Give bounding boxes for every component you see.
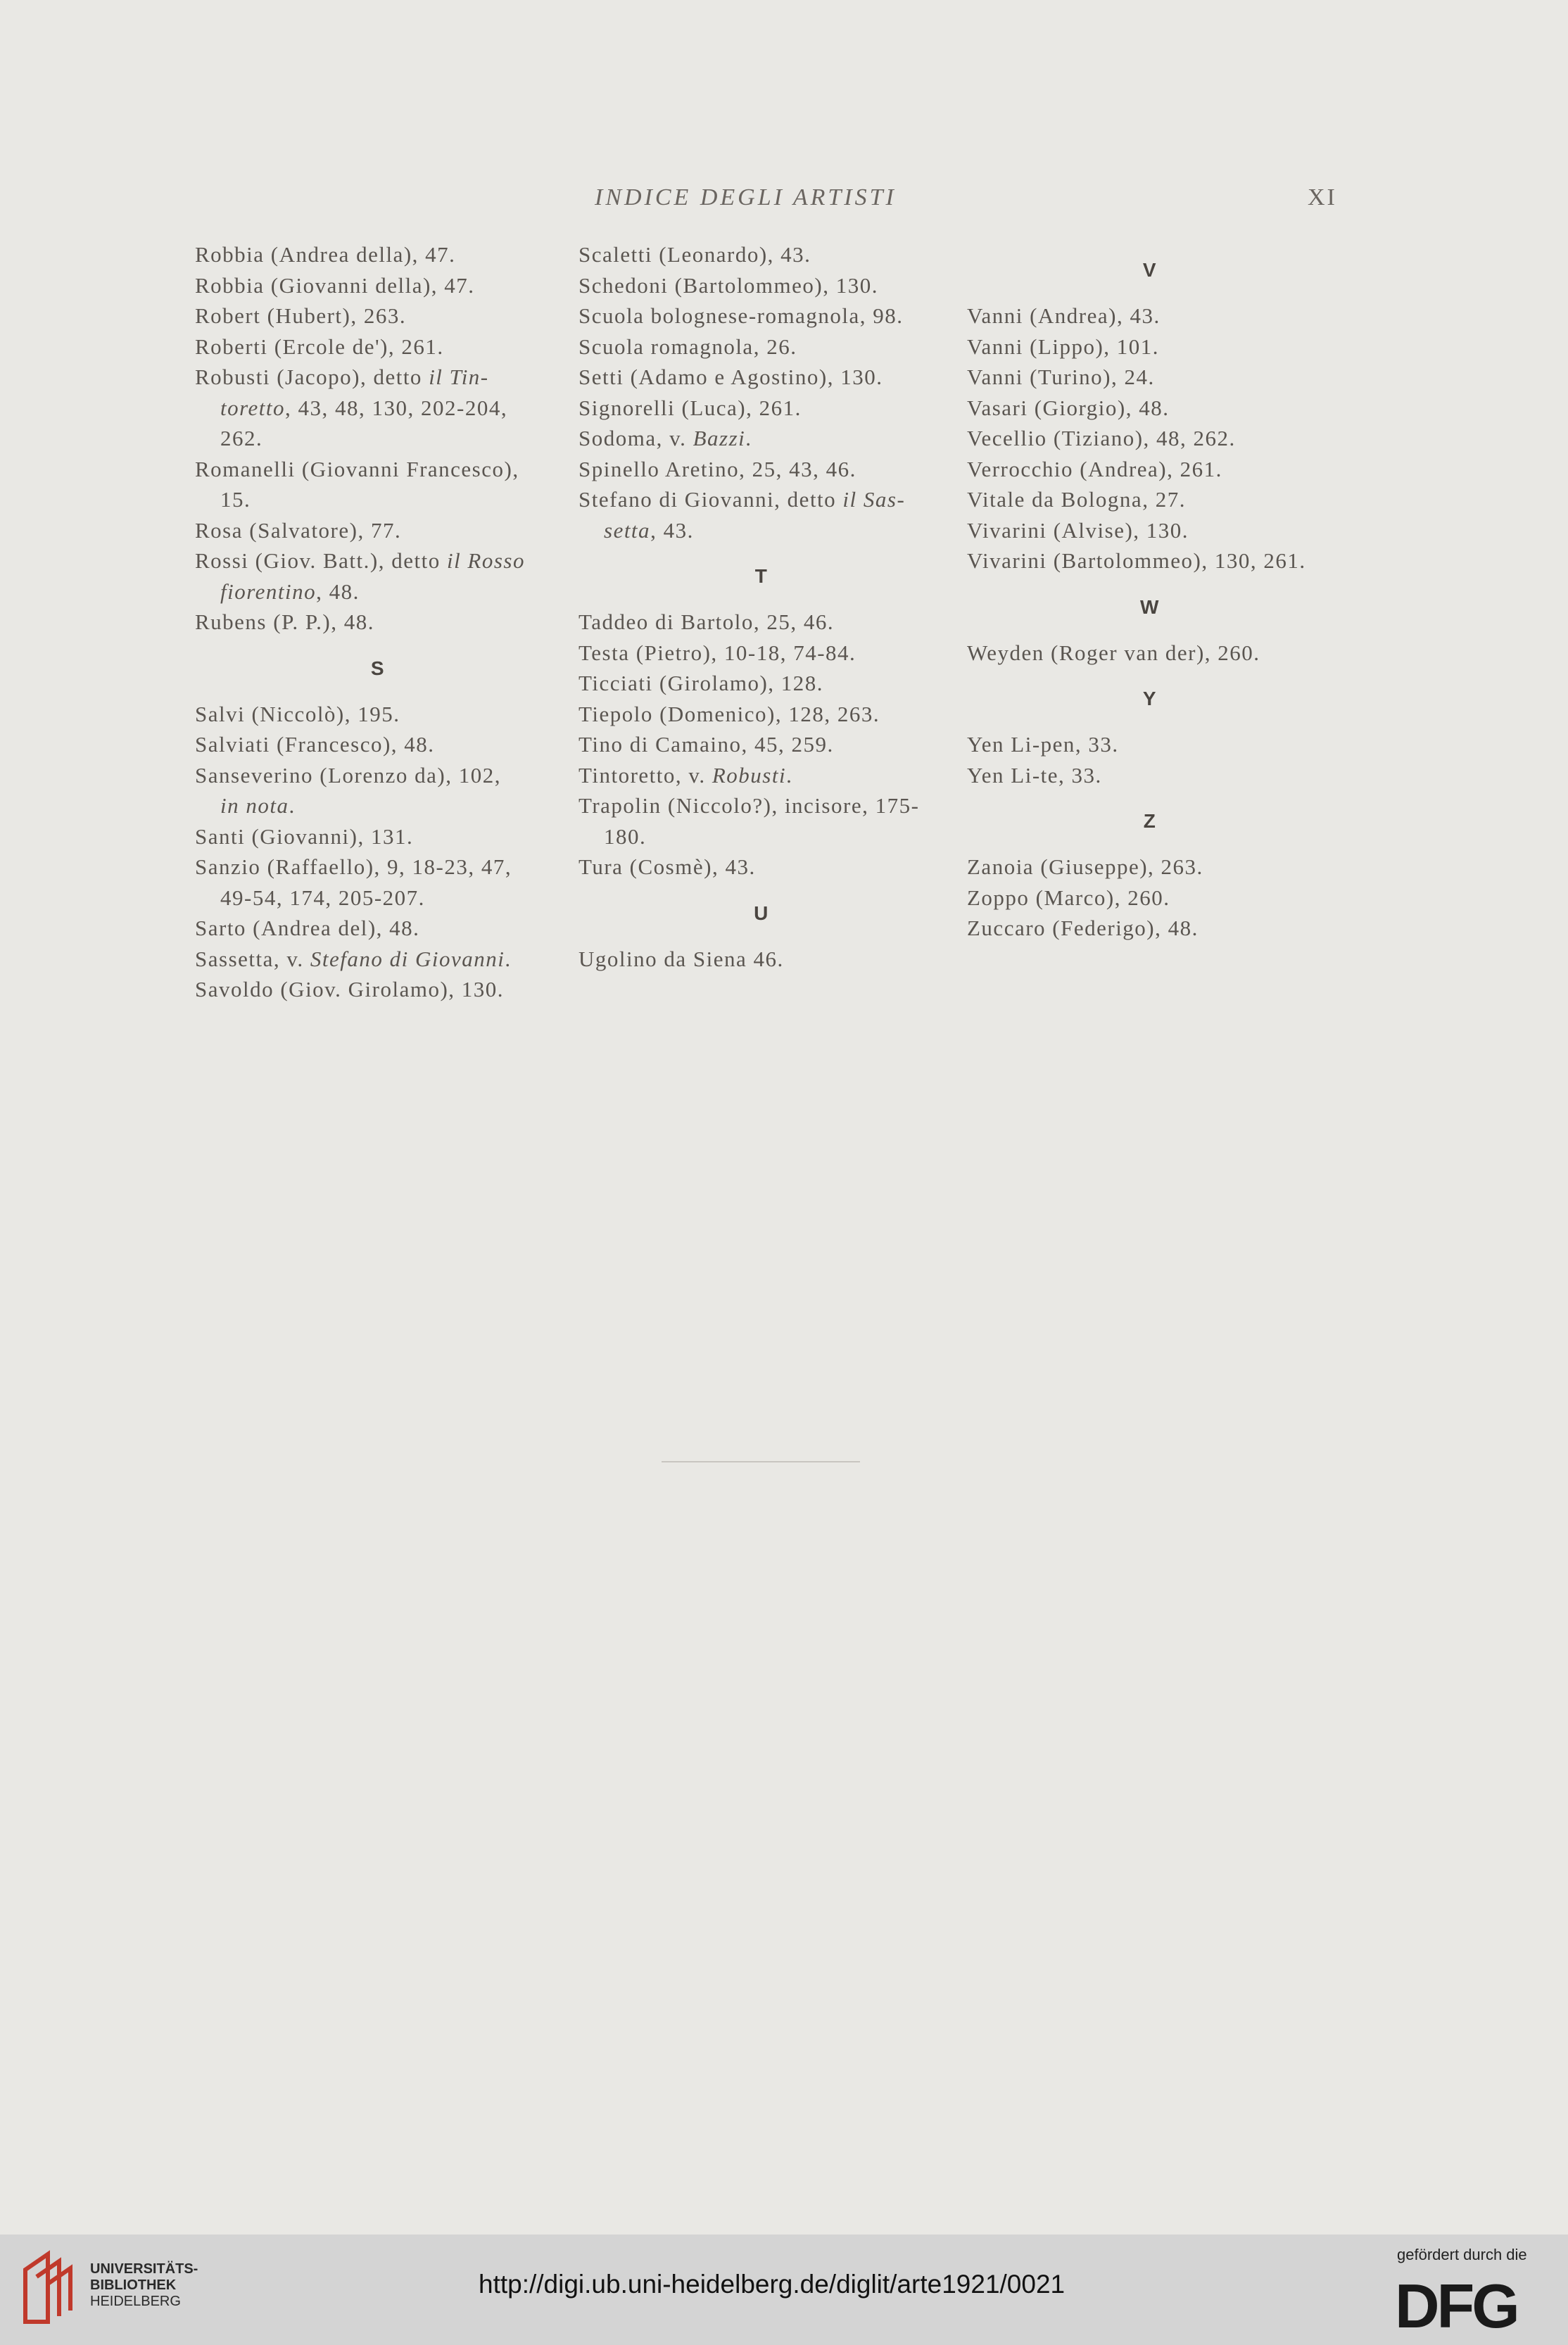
index-entry (195, 362, 575, 393)
index-entry (967, 454, 1347, 485)
index-entry (195, 607, 575, 638)
entry-text: Roberti (Ercole de'), 261. (195, 334, 444, 359)
entry-text: 180. (604, 823, 647, 849)
entry-text: Taddeo di Bartolo, 25, 46. (578, 609, 835, 634)
index-entry (578, 454, 959, 485)
entry-text: , 43, 48, 130, 202-204, (285, 395, 508, 420)
entry-text: Rossi (Giov. Batt.), detto (195, 548, 447, 573)
digitization-footer (0, 2235, 1568, 2345)
entry-text: Zanoia (Giuseppe), 263. (967, 854, 1203, 879)
entry-text: Verrocchio (Andrea), 261. (967, 456, 1222, 481)
index-entry (578, 790, 959, 821)
entry-text: . (505, 946, 512, 971)
entry-text: Stefano di Giovanni, detto (578, 487, 843, 512)
university-library-logo-icon (20, 2249, 82, 2327)
index-entry (967, 913, 1347, 944)
entry-text: Signorelli (Luca), 261. (578, 395, 802, 420)
end-rule (662, 1461, 860, 1462)
entry-text: Zuccaro (Federigo), 48. (967, 916, 1199, 940)
index-entry (967, 852, 1347, 883)
entry-text: Robbia (Andrea della), 47. (195, 242, 456, 267)
entry-text: Santi (Giovanni), 131. (195, 823, 414, 849)
entry-text: Sodoma, v. (578, 426, 693, 450)
permalink-url[interactable]: http://digi.ub.uni-heidelberg.de/diglit/arte1921/0021 (479, 2270, 1066, 2299)
entry-text: Robbia (Giovanni della), 47. (195, 272, 475, 298)
italic-text: fiorentino (220, 579, 317, 604)
index-entry-continuation (578, 515, 959, 546)
entry-text: Zoppo (Marco), 260. (967, 885, 1170, 910)
running-header-title: INDICE DEGLI ARTISTI (595, 184, 897, 210)
index-entry (578, 944, 959, 975)
section-letter-v: V (1142, 259, 1158, 281)
index-entry (578, 760, 959, 791)
index-entry (967, 760, 1347, 791)
index-entry-continuation (578, 821, 959, 852)
index-entry (578, 423, 959, 454)
section-letter-w: W (1140, 595, 1160, 618)
entry-text: Sassetta, v. (195, 946, 310, 971)
index-entry-continuation (195, 790, 575, 821)
index-entry (967, 515, 1347, 546)
index-entry-continuation (195, 423, 575, 454)
index-entry (578, 607, 959, 638)
entry-text: Scaletti (Leonardo), 43. (578, 242, 811, 267)
index-entry-continuation (195, 576, 575, 607)
index-entry (967, 362, 1347, 393)
section-letter-u: U (754, 902, 769, 924)
library-name-line-3: HEIDELBERG (90, 2294, 181, 2309)
index-entry (967, 545, 1347, 576)
section-letter-y: Y (1142, 688, 1158, 709)
entry-text: , 48. (316, 579, 360, 604)
index-entry-continuation (195, 484, 575, 515)
entry-text: Testa (Pietro), 10-18, 74-84. (578, 640, 856, 665)
entry-text: Vanni (Lippo), 101. (967, 334, 1160, 359)
index-entry (578, 638, 959, 669)
index-entry (195, 699, 575, 730)
index-entry (195, 821, 575, 852)
dfg-logo-icon (1392, 2274, 1547, 2334)
index-entry (578, 331, 959, 362)
index-entry (195, 301, 575, 331)
entry-text: Savoldo (Giov. Girolamo), 130. (195, 977, 505, 1001)
index-entry (578, 699, 959, 730)
entry-text: Romanelli (Giovanni Francesco), (195, 456, 519, 481)
entry-text: Ugolino da Siena 46. (578, 946, 784, 971)
entry-text: Ticciati (Girolamo), 128. (578, 671, 824, 695)
index-entry (195, 974, 575, 1005)
index-entry (578, 239, 959, 270)
section-letter-t: T (754, 565, 769, 587)
entry-text: Yen Li-pen, 33. (967, 732, 1119, 757)
index-entry (967, 301, 1347, 331)
italic-text: il Rosso (446, 548, 525, 573)
entry-text: . (289, 793, 296, 818)
index-entry (195, 729, 575, 760)
entry-text: Trapolin (Niccolo?), incisore, 175- (578, 793, 920, 818)
entry-text: Tino di Camaino, 45, 259. (578, 732, 834, 757)
section-letter-s: S (370, 657, 386, 679)
entry-text: Yen Li-te, 33. (967, 762, 1102, 788)
italic-text: Bazzi (693, 426, 746, 450)
entry-text: Scuola bolognese-romagnola, 98. (578, 303, 904, 328)
entry-text: . (745, 426, 752, 450)
entry-text: Salviati (Francesco), 48. (195, 732, 435, 757)
entry-text: 49-54, 174, 205-207. (220, 885, 425, 910)
library-name-line-2: BIBLIOTHEK (90, 2277, 177, 2293)
entry-text: 262. (220, 426, 263, 450)
index-entry (195, 239, 575, 270)
italic-text: setta (604, 517, 651, 543)
entry-text: Vasari (Giorgio), 48. (967, 395, 1170, 420)
entry-text: . (786, 762, 793, 788)
index-entry (578, 301, 959, 331)
index-entry (578, 729, 959, 760)
index-entry (967, 484, 1347, 515)
entry-text: Setti (Adamo e Agostino), 130. (578, 365, 883, 389)
entry-text: Tiepolo (Domenico), 128, 263. (578, 701, 880, 726)
entry-text: , 43. (650, 517, 694, 543)
index-entry (195, 454, 575, 485)
entry-text: Vanni (Turino), 24. (967, 365, 1155, 389)
entry-text: Vecellio (Tiziano), 48, 262. (967, 426, 1236, 450)
italic-text: toretto (220, 395, 286, 420)
italic-text: il Sas- (842, 487, 906, 512)
library-name-line-1: UNIVERSITÄTS- (90, 2261, 198, 2277)
index-entry (195, 545, 575, 576)
index-entry (578, 852, 959, 883)
index-column-3 (967, 239, 1347, 944)
page-number: XI (1308, 184, 1337, 210)
entry-text: Vitale da Bologna, 27. (967, 487, 1186, 512)
index-entry (578, 393, 959, 424)
index-entry-continuation (195, 883, 575, 914)
entry-text: Robusti (Jacopo), detto (195, 365, 429, 389)
index-entry (195, 760, 575, 791)
entry-text: Scuola romagnola, 26. (578, 334, 797, 359)
entry-text: Tintoretto, v. (578, 762, 712, 788)
index-entry-continuation (195, 393, 575, 424)
entry-text: Weyden (Roger van der), 260. (967, 640, 1260, 665)
italic-text: Stefano di Giovanni (310, 946, 505, 971)
italic-text: in nota (220, 793, 289, 818)
index-entry (195, 270, 575, 301)
entry-text: Robert (Hubert), 263. (195, 303, 407, 328)
entry-text: Sanseverino (Lorenzo da), 102, (195, 762, 501, 788)
entry-text: Sanzio (Raffaello), 9, 18-23, 47, (195, 854, 512, 879)
entry-text: 15. (220, 487, 251, 512)
entry-text: Vivarini (Alvise), 130. (967, 517, 1189, 543)
index-entry (967, 331, 1347, 362)
index-entry (195, 515, 575, 546)
index-entry (967, 883, 1347, 914)
entry-text: Schedoni (Bartolommeo), 130. (578, 272, 878, 298)
entry-text: Salvi (Niccolò), 195. (195, 701, 400, 726)
section-letter-z: Z (1143, 810, 1157, 832)
entry-text: Rosa (Salvatore), 77. (195, 517, 402, 543)
funding-caption: gefördert durch die (1397, 2246, 1527, 2263)
index-entry (967, 393, 1347, 424)
italic-text: il Tin- (429, 365, 489, 389)
index-entry (967, 729, 1347, 760)
index-column-2 (578, 239, 959, 974)
index-entry (578, 362, 959, 393)
index-entry (578, 668, 959, 699)
index-entry (195, 852, 575, 883)
entry-text: Spinello Aretino, 25, 43, 46. (578, 456, 856, 481)
entry-text: Sarto (Andrea del), 48. (195, 916, 420, 940)
entry-text: Vanni (Andrea), 43. (967, 303, 1161, 328)
index-column-1 (195, 239, 575, 1005)
index-entry (195, 331, 575, 362)
entry-text: Vivarini (Bartolommeo), 130, 261. (967, 548, 1306, 573)
index-entry (195, 913, 575, 944)
dfg-logo-text: DFG (1395, 2274, 1517, 2334)
entry-text: Rubens (P. P.), 48. (195, 609, 375, 634)
index-entry (578, 270, 959, 301)
index-entry (967, 423, 1347, 454)
index-entry (195, 944, 575, 975)
index-entry (967, 638, 1347, 669)
entry-text: Tura (Cosmè), 43. (578, 854, 756, 879)
index-entry (578, 484, 959, 515)
italic-text: Robusti (712, 762, 787, 788)
university-library-name (90, 2261, 198, 2310)
